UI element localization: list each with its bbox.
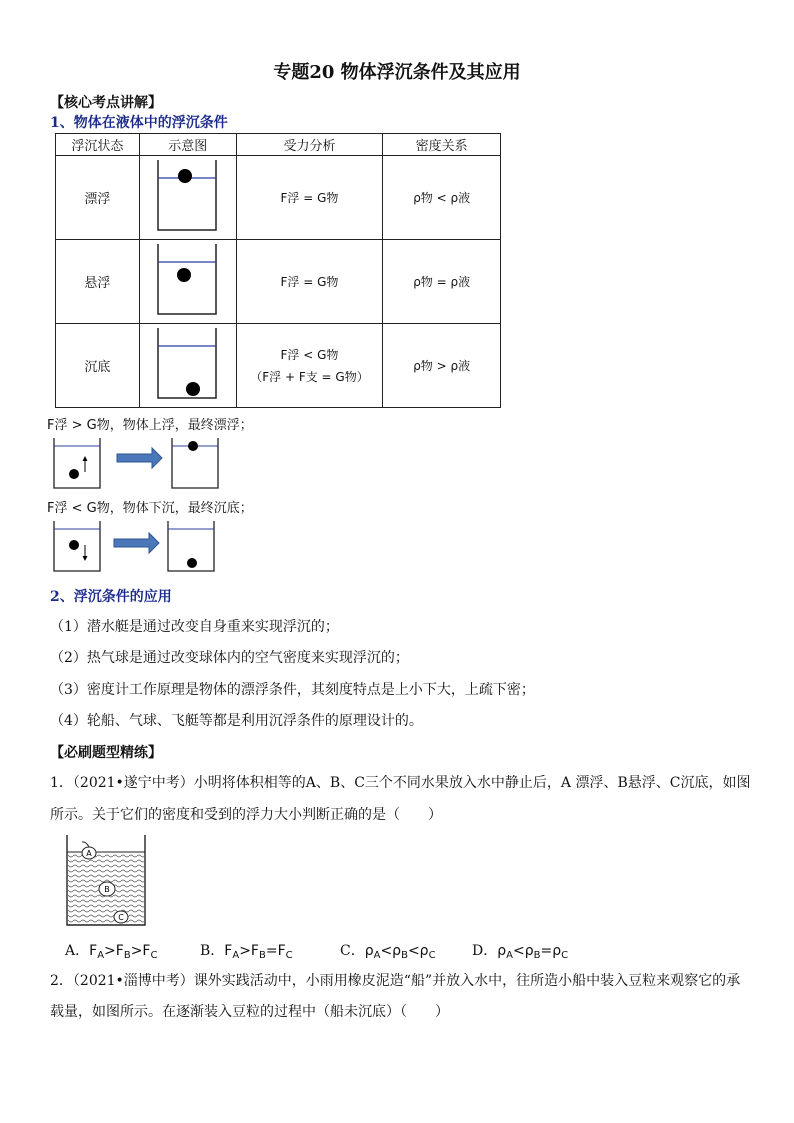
option-relation: >F: [104, 943, 124, 959]
section-practice-heading: 【必刷题型精练】: [50, 745, 162, 761]
option-subscript: A: [373, 950, 381, 961]
q1-stem-line-2: 所示。关于它们的密度和受到的浮力大小判断正确的是（ ）: [50, 807, 442, 823]
cell-state: 悬浮: [56, 240, 140, 324]
cell-state: 沉底: [56, 324, 140, 408]
fruit-label-b: B: [104, 885, 110, 894]
option-subscript: B: [123, 950, 131, 961]
option-subscript: B: [259, 950, 266, 961]
table-header-row: [56, 134, 501, 156]
cell-state: 漂浮: [56, 156, 140, 240]
q1-option-b[interactable]: [200, 940, 293, 961]
option-subscript: A: [232, 950, 240, 961]
option-relation: >F: [130, 943, 151, 959]
application-item: （4）轮船、气球、飞艇等都是利用沉浮条件的原理设计的。: [50, 713, 423, 729]
heading-applications: 2、浮沉条件的应用: [50, 589, 172, 605]
float-conditions-table: [55, 133, 501, 408]
q1-option-a[interactable]: [65, 940, 157, 961]
application-item: （1）潜水艇是通过改变自身重来实现浮沉的；: [50, 619, 339, 635]
cell-density: ρ物 = ρ液: [383, 240, 501, 324]
option-label: B．: [200, 943, 225, 959]
header-force: 受力分析: [236, 134, 383, 156]
cell-diagram: [139, 240, 236, 324]
suspended-beaker-diagram: [156, 242, 220, 318]
cell-density: ρ物 > ρ液: [383, 324, 501, 408]
option-symbol: F: [224, 943, 233, 959]
section-core-heading: 【核心考点讲解】: [50, 95, 162, 111]
heading-float-conditions: 1、物体在液体中的浮沉条件: [50, 115, 228, 131]
force-line-2: （F浮 + F支 = G物）: [250, 369, 369, 384]
option-symbol: ρ: [497, 943, 507, 959]
option-label: C．: [340, 943, 365, 959]
q2-stem-line-2: 载量，如图所示。在逐渐装入豆粒的过程中（船未沉底）（ ）: [50, 1004, 449, 1020]
page-title: 专题20 物体浮沉条件及其应用: [273, 62, 521, 83]
option-relation: <ρ: [512, 943, 534, 959]
table-row-floating: [56, 156, 501, 240]
option-subscript: B: [401, 950, 408, 961]
option-relation: =ρ: [540, 943, 562, 959]
cell-force: F浮 = G物: [236, 156, 383, 240]
cell-diagram: [139, 324, 236, 408]
option-subscript: C: [428, 950, 436, 961]
option-label: D．: [472, 943, 498, 959]
cell-diagram: [139, 156, 236, 240]
option-subscript: C: [561, 950, 569, 961]
cell-force: [236, 324, 383, 408]
application-item: （3）密度计工作原理是物体的漂浮条件，其刻度特点是上小下大，上疏下密；: [50, 682, 535, 698]
sink-diagram: [52, 519, 222, 573]
sink-condition-text: F浮 < G物，物体下沉，最终沉底；: [47, 501, 253, 516]
cell-force: F浮 = G物: [236, 240, 383, 324]
option-relation: <ρ: [407, 943, 429, 959]
option-subscript: A: [97, 950, 105, 961]
option-subscript: A: [506, 950, 513, 961]
option-subscript: B: [533, 950, 541, 961]
force-line-1: F浮 < G物: [280, 347, 339, 362]
fruit-label-c: C: [118, 913, 124, 922]
option-subscript: C: [150, 950, 158, 961]
cell-density: ρ物 < ρ液: [383, 156, 501, 240]
application-item: （2）热气球是通过改变球体内的空气密度来实现浮沉的；: [50, 650, 409, 666]
option-relation: <ρ: [380, 943, 402, 959]
q1-stem-line-1: 1．（2021•遂宁中考）小明将体积相等的A、B、C三个不同水果放入水中静止后，A 漂浮、B悬浮、C沉底，如图: [50, 775, 751, 791]
floating-beaker-diagram: [156, 158, 220, 234]
q1-option-d[interactable]: [472, 940, 568, 961]
q1-fruit-beaker-diagram: [65, 833, 147, 927]
rise-diagram: [52, 436, 222, 490]
q1-option-c[interactable]: [340, 940, 436, 961]
sunk-beaker-diagram: [156, 326, 220, 402]
table-row-suspended: [56, 240, 501, 324]
option-relation: >F: [239, 943, 259, 959]
table-row-sunk: [56, 324, 501, 408]
rise-condition-text: F浮 > G物，物体上浮，最终漂浮；: [47, 418, 253, 433]
option-subscript: C: [285, 950, 293, 961]
option-label: A．: [65, 943, 90, 959]
fruit-label-a: A: [86, 849, 92, 858]
option-symbol: ρ: [364, 943, 374, 959]
header-diagram: 示意图: [139, 134, 236, 156]
header-state: 浮沉状态: [56, 134, 140, 156]
q2-stem-line-1: 2．（2021•淄博中考）课外实践活动中，小雨用橡皮泥造“船”并放入水中，往所造小船中装入豆粒来观察它的承: [50, 973, 741, 989]
option-symbol: F: [89, 943, 98, 959]
option-relation: =F: [265, 943, 286, 959]
header-density: 密度关系: [383, 134, 501, 156]
